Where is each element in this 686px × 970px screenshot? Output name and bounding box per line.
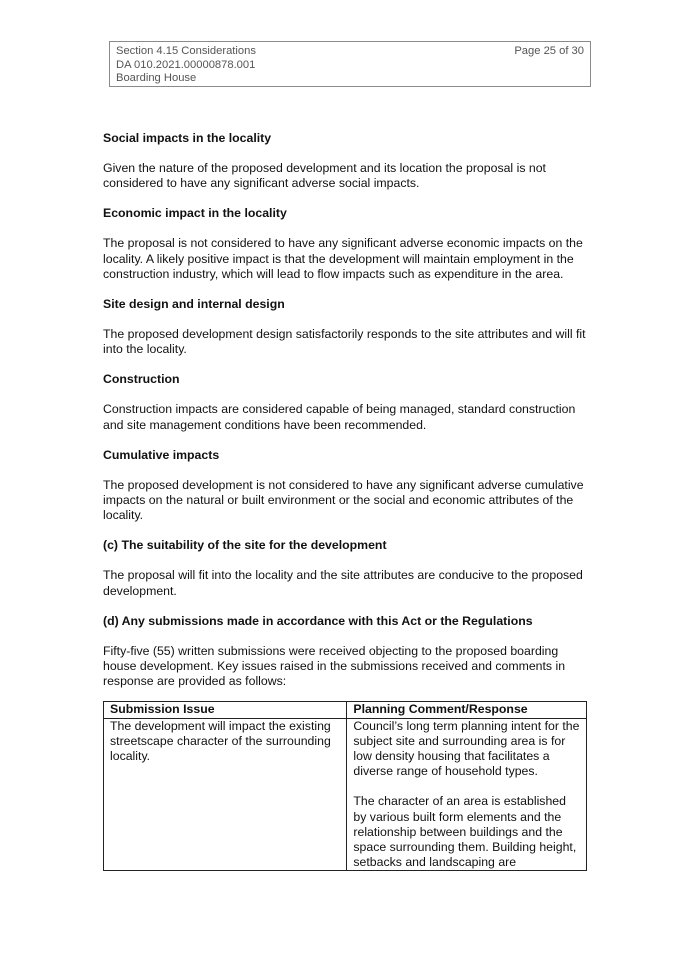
section-site-design <box>103 297 587 357</box>
section-site-suitability <box>103 538 587 598</box>
section-text: Fifty-five (55) written submissions were received objecting to the proposed boarding house development. Key issues raised in the submissions received and comments in response are provided as follows: <box>103 643 566 689</box>
section-economic-impact <box>103 206 587 282</box>
section-social-impacts <box>103 131 587 191</box>
section-text: Given the nature of the proposed development and its location the proposal is not considered to have any significant adverse social impacts. <box>103 161 546 191</box>
section-text: The proposal is not considered to have any significant adverse economic impacts on the locality. A likely positive impact is that the development will maintain employment in the construction industry, which will lead to flow impacts such as expenditure in the area. <box>103 236 583 281</box>
submissions-table <box>103 701 587 871</box>
planning-response-text: Council’s long term planning intent for the subject site and surrounding area is for low density housing that facilitates a diverse range of household types. <box>353 718 580 779</box>
section-text: The proposed development is not considered to have any significant adverse cumulative impacts on the natural or built environment or the social and economic attributes of the locality. <box>103 477 584 523</box>
section-heading: (d) Any submissions made in accordance with this Act or the Regulations <box>103 613 533 628</box>
page-header <box>109 41 591 87</box>
section-text: The proposed development design satisfactorily responds to the site attributes and will fit into the locality. <box>103 327 586 357</box>
section-heading: Economic impact in the locality <box>103 206 287 221</box>
section-construction <box>103 372 587 432</box>
section-submissions <box>103 614 587 690</box>
column-header-planning-response: Planning Comment/Response <box>347 702 587 718</box>
page-number: Page 25 of 30 <box>514 45 584 57</box>
section-heading: Construction <box>103 372 180 387</box>
submission-issue-cell <box>104 718 347 871</box>
section-heading: Site design and internal design <box>103 297 285 312</box>
header-da-number: DA 010.2021.00000878.001 <box>116 58 256 71</box>
section-cumulative-impacts <box>103 448 587 524</box>
header-subject: Boarding House <box>116 72 197 85</box>
planning-response-text: The character of an area is established by various built form elements and the relationship between buildings and the space surrounding them. Building height, setbacks and landscaping are <box>353 794 577 870</box>
table-row <box>104 718 587 871</box>
header-document-info <box>116 45 256 86</box>
section-heading: Social impacts in the locality <box>103 131 272 145</box>
table-header-row <box>104 702 587 718</box>
document-body <box>103 131 587 871</box>
planning-response-cell <box>347 718 587 871</box>
submission-issue-text: The development will impact the existing streetscape character of the surrounding locality. <box>110 718 331 764</box>
section-text: The proposal will fit into the locality and the site attributes are conducive to the proposed development. <box>103 568 583 598</box>
section-text: Construction impacts are considered capable of being managed, standard construction and site management conditions have been recommended. <box>103 402 576 432</box>
section-heading: Cumulative impacts <box>103 447 220 462</box>
column-header-submission-issue: Submission Issue <box>104 702 347 718</box>
header-section-title: Section 4.15 Considerations <box>116 45 256 57</box>
section-heading: (c) The suitability of the site for the development <box>103 538 387 553</box>
